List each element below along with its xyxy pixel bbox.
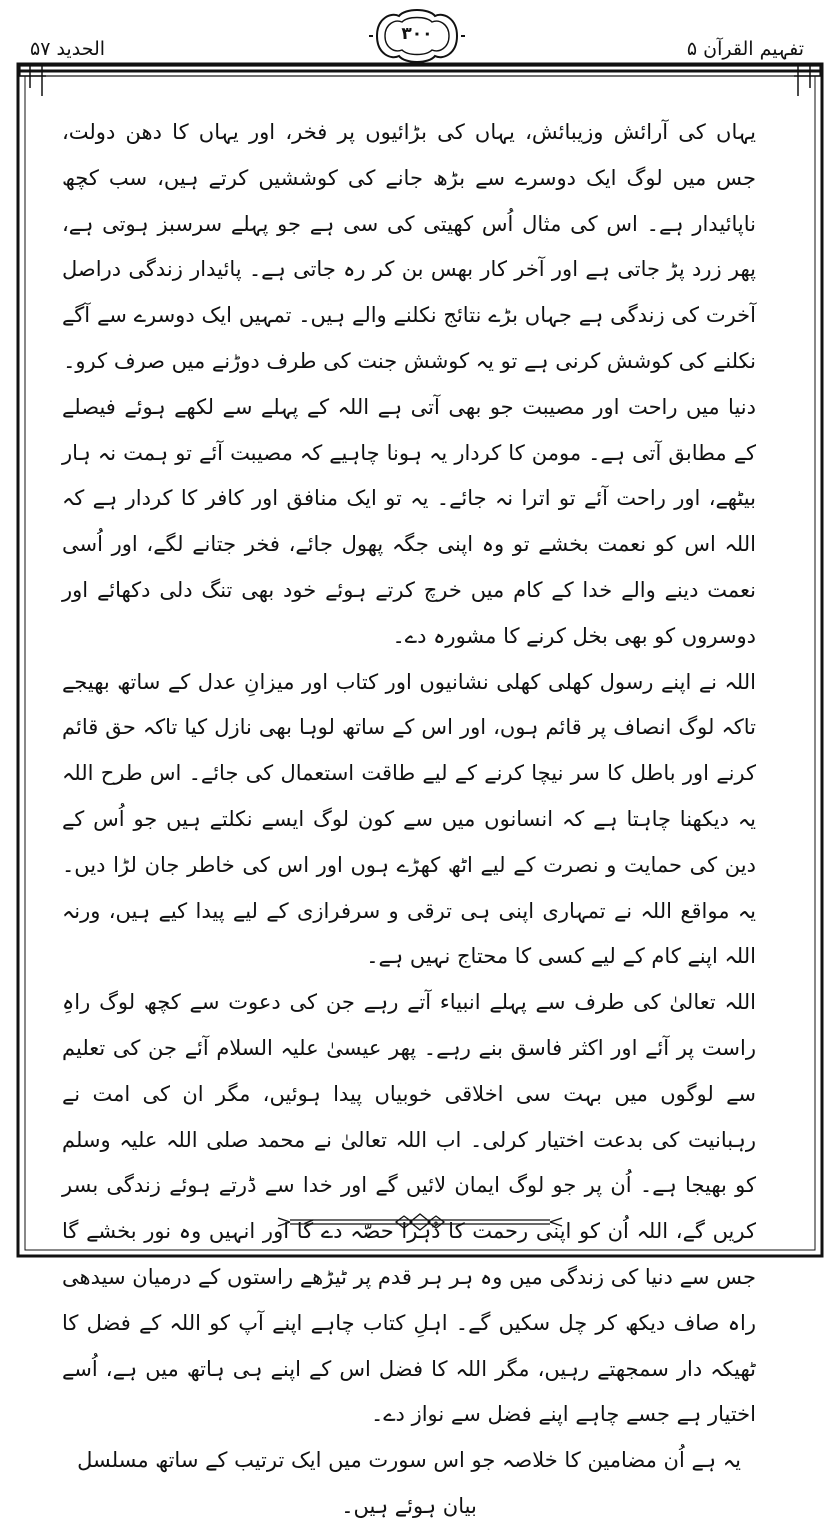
- page-number: ۳۰۰: [401, 24, 433, 44]
- surah-name-header: الحدید ۵۷: [30, 38, 106, 60]
- paragraph-2: دنیا میں راحت اور مصیبت جو بھی آتی ہے اللہ کے پہلے سے لکھے ہوئے فیصلے کے مطابق آتی ہے۔ مومن کا کردار یہ ہونا چاہیے کہ مصیبت آئے تو ہمت نہ ہار بیٹھے، اور راحت آئے تو اترا نہ جائے۔ یہ تو ایک منافق اور کافر کا کردار ہے کہ اللہ اس کو نعمت بخشے تو وہ اپنی جگہ پھول جائے، فخر جتانے لگے، اور اُسی نعمت دینے والے خدا کے کام میں خرچ کرتے ہوئے خود بھی تنگ دلی دکھائے اور دوسروں کو بھی بخل کرنے کا مشورہ دے۔: [62, 394, 756, 648]
- main-text: [62, 110, 756, 1530]
- paragraph-5: یہ ہے اُن مضامین کا خلاصہ جو اس سورت میں ایک ترتیب کے ساتھ مسلسل بیان ہوئے ہیں۔: [77, 1448, 741, 1518]
- page-number-badge: [369, 6, 465, 66]
- paragraph-3: اللہ نے اپنے رسول کھلی کھلی نشانیوں اور کتاب اور میزانِ عدل کے ساتھ بھیجے تاکہ لوگ انصاف پر قائم ہوں، اور اس کے ساتھ لوہا بھی نازل کیا تاکہ حق قائم کرنے اور باطل کا سر نیچا کرنے کے لیے طاقت استعمال کی جائے۔ اس طرح اللہ یہ دیکھنا چاہتا ہے کہ انسانوں میں سے کون لوگ ایسے نکلتے ہیں جو اُس کے دین کی حمایت و نصرت کے لیے اٹھ کھڑے ہوں اور اس کی خاطر جان لڑا دیں۔ یہ مواقع اللہ نے تمہاری اپنی ہی ترقی و سرفرازی کے لیے پیدا کیے ہیں، ورنہ اللہ اپنے کام کے لیے کسی کا محتاج نہیں ہے۔: [62, 669, 756, 969]
- book-title-header: تفہیم القرآن ۵: [686, 38, 804, 60]
- paragraph-1: یہاں کی آرائش وزیبائش، یہاں کی بڑائیوں پر فخر، اور یہاں کا دھن دولت، جس میں لوگ ایک دوسرے سے بڑھ جانے کی کوششیں کرتے ہیں، سب کچھ ناپائیدار ہے۔ اس کی مثال اُس کھیتی کی سی ہے جو پہلے سرسبز ہوتی ہے، پھر زرد پڑ جاتی ہے اور آخر کار بھس بن کر رہ جاتی ہے۔ پائیدار زندگی دراصل آخرت کی زندگی ہے جہاں بڑے نتائج نکلنے والے ہیں۔ تمہیں ایک دوسرے سے آگے نکلنے کی کوشش کرنی ہے تو یہ کوشش جنت کی طرف دوڑنے میں صرف کرو۔: [62, 120, 756, 373]
- paragraph-4: اللہ تعالیٰ کی طرف سے پہلے انبیاء آتے رہے جن کی دعوت سے کچھ لوگ راہِ راست پر آئے اور اکثر فاسق بنے رہے۔ پھر عیسیٰ علیہ السلام آئے جن کی تعلیم سے لوگوں میں بہت سی اخلاقی خوبیاں پیدا ہوئیں، مگر ان کی امت نے رہبانیت کی بدعت اختیار کرلی۔ اب اللہ تعالیٰ نے محمد صلی اللہ علیہ وسلم کو بھیجا ہے۔ اُن پر جو لوگ ایمان لائیں گے اور خدا سے ڈرتے ہوئے زندگی بسر کریں گے، اللہ اُن کو اپنی رحمت کا دُہرا حصّہ دے گا اور انہیں وہ نور بخشے گا جس سے دنیا کی زندگی میں وہ ہر ہر قدم پر ٹیڑھے راستوں کے درمیان سیدھی راہ صاف دیکھ کر چل سکیں گے۔ اہلِ کتاب چاہے اپنے آپ کو اللہ کے فضل کا ٹھیکہ دار سمجھتے رہیں، مگر اللہ کا فضل اس کے اپنے ہی ہاتھ میں ہے، اُسے اختیار ہے جسے چاہے اپنے فضل سے نواز دے۔: [62, 990, 756, 1427]
